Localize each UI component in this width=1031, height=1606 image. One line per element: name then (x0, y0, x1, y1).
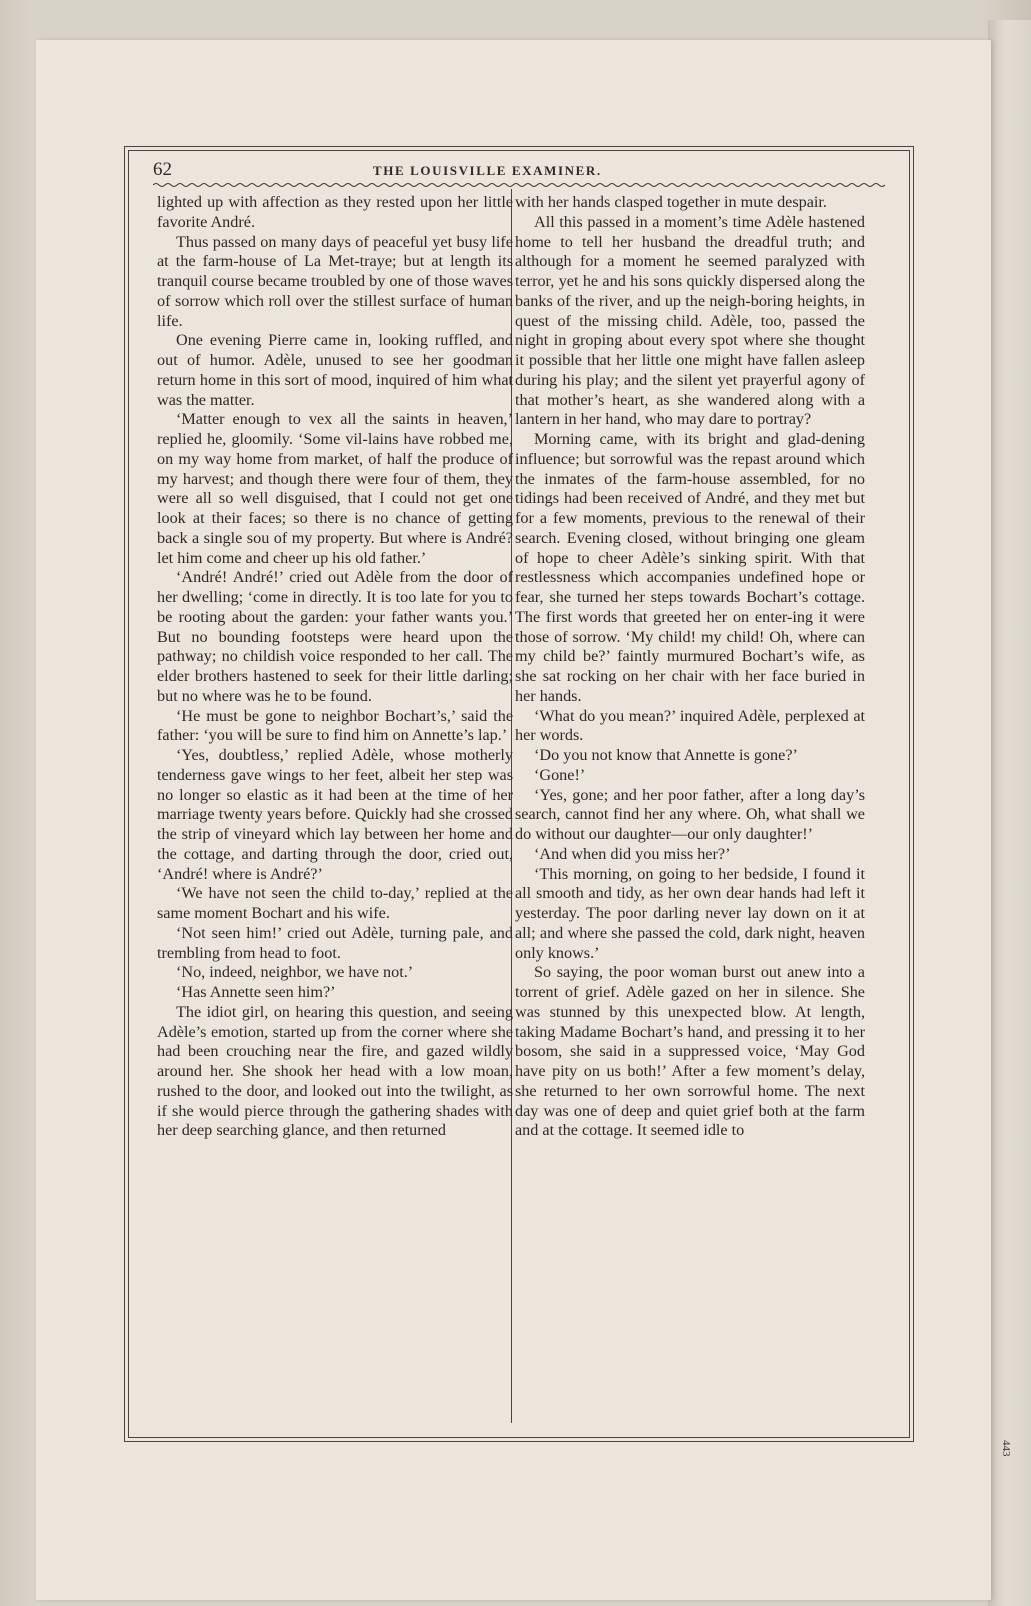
paragraph: ‘We have not seen the child to-day,’ replied at the same moment Bochart and his wife. (157, 884, 513, 922)
paragraph: ‘Matter enough to vex all the saints in heaven,’ replied he, gloomily. ‘Some vil-lains have robbed me, on my way home from market, of half the produce of my harvest; and though there were four of them, they were all so well disguised, that I could not get one look at their faces; so there is no chance of getting back a single sou of my property. But where is André? let him come and cheer up his old father.’ (157, 410, 513, 567)
paragraph: ‘Yes, gone; and her poor father, after a long day’s search, cannot find her any where. Oh, what shall we do without our daughter—our only daughter!’ (515, 785, 865, 843)
paragraph: ‘What do you mean?’ inquired Adèle, perplexed at her words. (515, 706, 865, 745)
paragraph: ‘Gone!’ (534, 765, 586, 784)
paragraph: lighted up with affection as they rested upon her little favorite André. (157, 193, 513, 231)
margin-mark: 443 (1000, 1440, 1012, 1457)
running-title: THE LOUISVILLE EXAMINER. (373, 163, 602, 178)
paragraph: ‘André! André!’ cried out Adèle from the door of her dwelling; ‘come in directly. It is too late for you to be rooting about the garden: your father wants you.’ But no bounding footsteps were heard upon the pathway; no childish voice responded to her call. The elder brothers hastened to seek for their little darling; but no where was he to be found. (157, 568, 513, 705)
next-page-edge (988, 20, 1031, 1606)
paragraph: ‘He must be gone to neighbor Bochart’s,’ said the father: ‘you will be sure to find him on Annette’s lap.’ (157, 706, 513, 745)
paragraph: ‘Do you not know that Annette is gone?’ (534, 746, 798, 764)
page-header (153, 159, 883, 181)
page-number: 62 (153, 159, 172, 180)
paragraph: All this passed in a moment’s time Adèle hastened home to tell her husband the dreadful truth; and although for a moment he seemed paralyzed with terror, yet he and his sons quickly dispersed along the banks of the river, and up the neigh-boring heights, in quest of the missing child. Adèle, too, passed the night in groping about every spot where she thought it possible that her little one might have fallen asleep during his play; and the silent yet prayerful agony of that mother’s heart, as she wandered along with a lantern in her hand, who may dare to portray? (515, 212, 865, 429)
paragraph: ‘And when did you miss her?’ (534, 844, 731, 863)
wavy-rule (153, 181, 885, 189)
paragraph: ‘Yes, doubtless,’ replied Adèle, whose motherly tenderness gave wings to her feet, albeit her step was no longer so elastic as it had been at the time of her marriage twenty years before. Quickly had she crossed the strip of vineyard which lay between her home and the cottage, and darting through the door, cried out, ‘André! where is André?’ (157, 746, 513, 883)
right-column (515, 193, 865, 1423)
paragraph: ‘Has Annette seen him?’ (176, 983, 336, 1001)
paragraph: Thus passed on many days of peaceful yet busy life at the farm-house of La Met-traye; but at length its tranquil course became troubled by one of those waves of sorrow which roll over the stillest surface of human life. (157, 232, 513, 330)
paragraph: One evening Pierre came in, looking ruffled, and out of humor. Adèle, unused to see her goodman return home in this sort of mood, inquired of him what was the matter. (157, 331, 513, 409)
paragraph: with her hands clasped together in mute despair. (515, 193, 827, 211)
paragraph: ‘Not seen him!’ cried out Adèle, turning pale, and trembling from head to foot. (157, 923, 513, 962)
paragraph: ‘This morning, on going to her bedside, I found it all smooth and tidy, as her own dear hands had left it yesterday. The poor darling never lay down on it at all; and where she passed the cold, dark night, heaven only knows.’ (515, 864, 865, 962)
paragraph: Morning came, with its bright and glad-dening influence; but sorrowful was the repast around which the inmates of the farm-house assembled, for no tidings had been received of André, and they met but for a few moments, previous to the renewal of their search. Evening closed, without bringing one gleam of hope to cheer Adèle’s sinking spirit. With that restlessness which accompanies undefined hope or fear, she turned her steps towards Bochart’s cottage. The first words that greeted her on enter-ing it were those of sorrow. ‘My child! my child! Oh, where can my child be?’ faintly murmured Bochart’s wife, as she sat rocking on her chair with her face buried in her hands. (515, 430, 865, 705)
paragraph: The idiot girl, on hearing this question, and seeing Adèle’s emotion, started up from the corner where she had been crouching near the fire, and gazed wildly around her. She shook her head with a low moan, rushed to the door, and looked out into the twilight, as if she would pierce through the gathering shades with her deep searching glance, and then returned (157, 1002, 513, 1140)
paragraph: So saying, the poor woman burst out anew into a torrent of grief. Adèle gazed on her in silence. She was stunned by this unexpected blow. At length, taking Madame Bochart’s hand, and pressing it to her bosom, she said in a suppressed voice, ‘May God have pity on us both!’ After a few moment’s delay, she returned to her own sorrowful home. The next day was one of deep and quiet grief both at the farm and at the cottage. It seemed idle to (515, 963, 865, 1140)
paragraph: ‘No, indeed, neighbor, we have not.’ (176, 963, 414, 982)
page-frame (128, 150, 910, 1438)
left-column (157, 193, 513, 1423)
